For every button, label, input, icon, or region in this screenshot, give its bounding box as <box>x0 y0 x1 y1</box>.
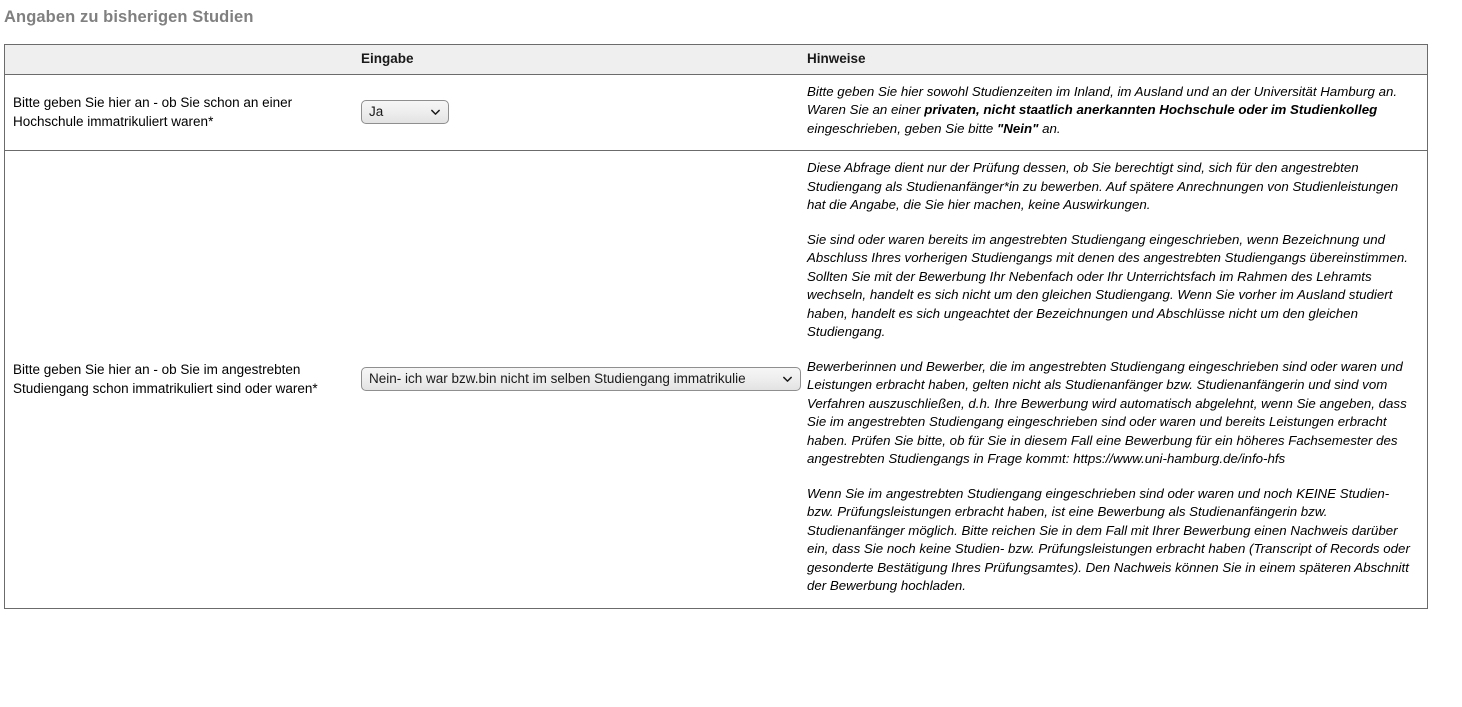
table-row-enrolled-university <box>5 74 1427 151</box>
hint-paragraph <box>807 101 1411 138</box>
hint-paragraph: Wenn Sie im angestrebten Studiengang eingeschrieben sind oder waren und noch KEINE Studien- bzw. Prüfungsleistungen erbracht haben, ist eine Bewerbung als Studienanfängerin bzw. Studienanfänger möglich. Bitte reichen Sie in dem Fall mit Ihrer Bewerbung einen Nachweis darüber ein, dass Sie noch keine Studien- bzw. Prüfungsleistungen erbracht haben (Transcript of Records oder gesonderte Bestätigung Ihres Prüfungsamtes). Den Nachweis können Sie in einem späteren Abschnitt der Bewerbung hochladen. <box>807 485 1410 593</box>
column-header-eingabe: Eingabe <box>357 45 803 74</box>
select-wrapper-enrolled-university <box>361 100 449 124</box>
table-header-row <box>5 45 1427 74</box>
hint-paragraph: Bitte geben Sie hier sowohl Studienzeiten im Inland, im Ausland und an der Universität Hamburg an. <box>807 83 1398 99</box>
study-history-table <box>4 44 1428 609</box>
select-enrolled-university[interactable] <box>361 100 449 124</box>
column-header-hinweise: Hinweise <box>803 45 1427 74</box>
hint-text: eingeschrieben, geben Sie bitte <box>807 120 997 136</box>
row-label-enrolled-same-program: Bitte geben Sie hier an - ob Sie im angestrebten Studiengang schon immatrikuliert sind oder waren* <box>13 362 318 397</box>
hint-text-bold: "Nein" <box>997 120 1039 136</box>
select-enrolled-same-program[interactable] <box>361 367 801 391</box>
hint-paragraph: Bewerberinnen und Bewerber, die im angestrebten Studiengang eingeschrieben sind oder waren und Leistungen erbracht haben, gelten nicht als Studienanfänger bzw. Studienanfängerin und sind vom Verfahren auszuschließen, d.h. Ihre Bewerbung wird automatisch abgelehnt, wenn Sie angeben, dass Sie im angestrebten Studiengang eingeschrieben sind oder waren und bereits Leistungen erbracht haben. Prüfen Sie bitte, ob für Sie in diesem Fall eine Bewerbung für ein höheres Fachsemester des angestrebten Studiengangs in Frage kommt: https://www.uni-hamburg.de/info-hfs <box>807 358 1407 466</box>
column-header-label <box>5 45 357 74</box>
hint-text: Waren Sie an einer <box>807 102 925 117</box>
table-header <box>5 45 1427 74</box>
hint-paragraph: Sie sind oder waren bereits im angestrebten Studiengang eingeschrieben, wenn Bezeichnung und Abschluss Ihres vorherigen Studiengangs mit denen des angestrebten Studiengangs übereinstimmen. Sollten Sie mit der Bewerbung Ihr Nebenfach oder Ihr Unterrichtsfach im Rahmen des Lehramts wechseln, handelt es sich nicht um den gleichen Studiengang. Wenn Sie vorher im Ausland studiert haben, handelt es sich ungeachtet der Bezeichnungen und Abschlüsse nicht um den gleichen Studiengang. <box>807 231 1408 339</box>
select-wrapper-enrolled-same-program <box>361 367 801 391</box>
hint-paragraph: Diese Abfrage dient nur der Prüfung dessen, ob Sie berechtigt sind, sich für den angestrebten Studiengang als Studienanfänger*in zu bewerben. Auf spätere Anrechnungen von Studienleistungen hat die Angabe, die Sie hier machen, keine Auswirkungen. <box>807 160 1399 212</box>
row-hints-enrolled-university <box>803 74 1427 151</box>
row-label-enrolled-university: Bitte geben Sie hier an - ob Sie schon an einer Hochschule immatrikuliert waren* <box>5 74 357 151</box>
table-body <box>5 74 1427 608</box>
row-input-enrolled-same-program <box>357 151 803 608</box>
table <box>5 45 1427 608</box>
page-title: Angaben zu bisherigen Studien <box>4 8 254 26</box>
hint-text-bold: privaten, nicht staatlich anerkannten Hochschule oder im Studienkolleg <box>924 102 1378 117</box>
hint-text: an. <box>1038 120 1061 136</box>
row-hints-enrolled-same-program <box>803 151 1427 608</box>
row-input-enrolled-university <box>357 74 803 151</box>
table-row-enrolled-same-program <box>5 151 1427 608</box>
